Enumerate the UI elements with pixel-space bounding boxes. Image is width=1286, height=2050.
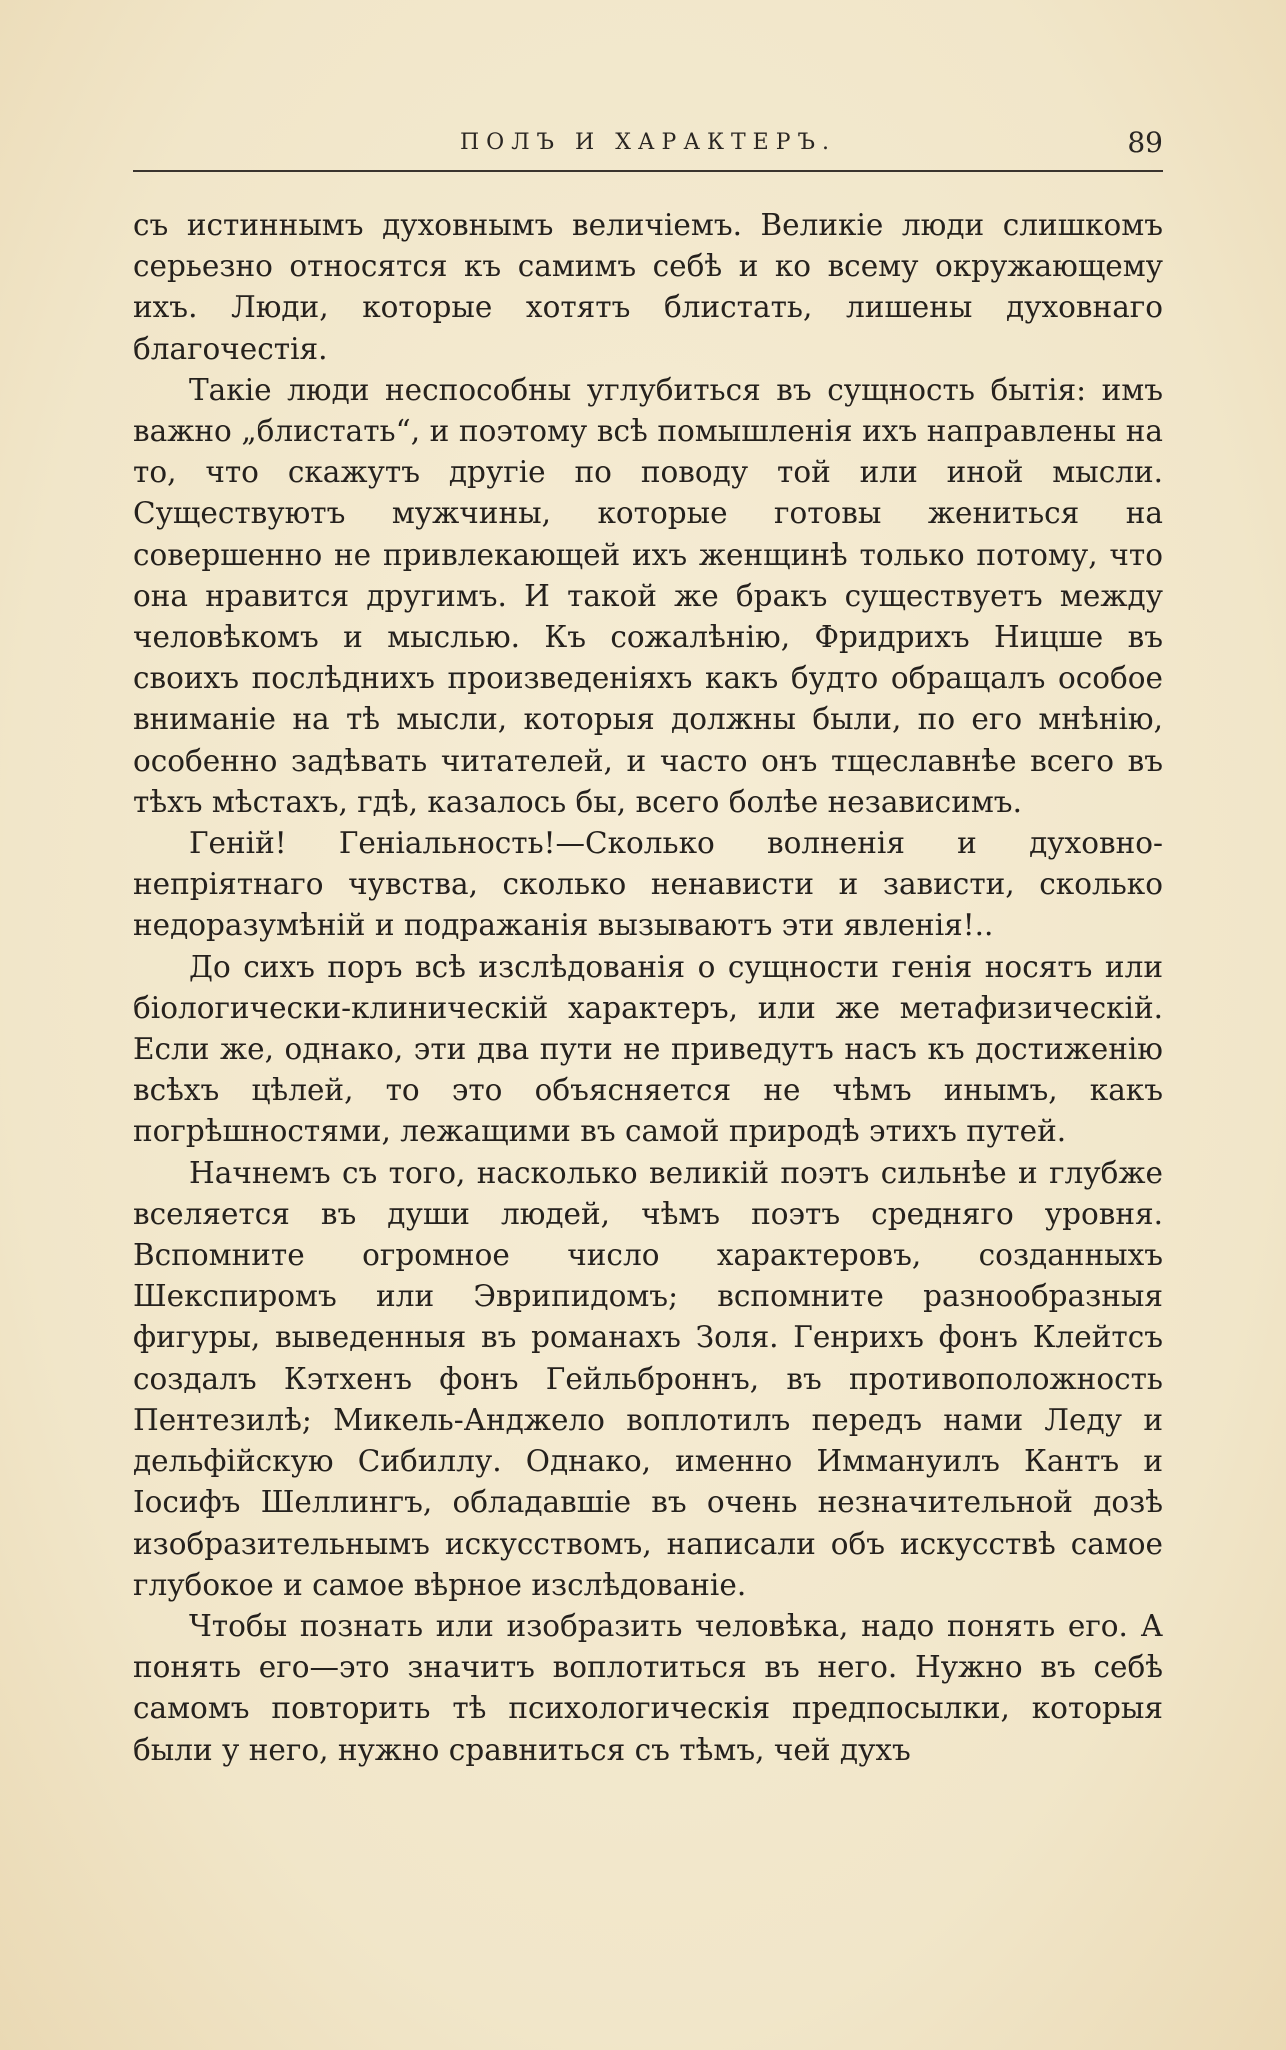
paragraph: Такіе люди неспособны углубиться въ сущность бытія: имъ важно „блистать“, и поэтому всѣ помышленія ихъ направлены на то, что скажутъ другіе по поводу той или иной мысли. Существуютъ мужчины, которые готовы жениться на совершенно не привлекающей ихъ женщинѣ только потому, что она нравится другимъ. И такой же бракъ существуетъ между человѣкомъ и мыслью. Къ сожалѣнію, Фридрихъ Ницше въ своихъ послѣднихъ произведеніяхъ какъ будто обращалъ особое вниманіе на тѣ мысли, которыя должны были, по его мнѣнію, особенно задѣвать читателей, и часто онъ тщеславнѣе всего въ тѣхъ мѣстахъ, гдѣ, казалось бы, всего болѣе независимъ. xyxy=(133,372,1163,819)
running-title: ПОЛЪ И ХАРАКТЕРЪ. xyxy=(459,130,837,155)
body-text xyxy=(133,205,1163,1771)
paragraph: Чтобы познать или изобразить человѣка, надо понять его. А понять его—это значитъ воплотиться въ него. Нужно въ себѣ самомъ повторить тѣ психологическія предпосылки, которыя были у него, нужно сравниться съ тѣмъ, чей духъ xyxy=(133,1608,1163,1767)
paragraph: Геній! Геніальность!—Сколько волненія и духовно-непріятнаго чувства, сколько ненависти и зависти, сколько недоразумѣній и подражанія вызываютъ эти явленія!.. xyxy=(133,826,1163,943)
header-rule xyxy=(133,170,1163,172)
paragraph-continued: съ истиннымъ духовнымъ величіемъ. Великіе люди слишкомъ серьезно относятся къ самимъ себѣ и ко всему окружающему ихъ. Люди, которые хотятъ блистать, лишены духовнаго благочестія. xyxy=(133,208,1163,366)
page-header xyxy=(133,126,1163,170)
paragraph: До сихъ поръ всѣ изслѣдованія о сущности генія носятъ или біологически-клиническій характеръ, или же метафизическій. Если же, однако, эти два пути не приведутъ насъ къ достиженію всѣхъ цѣлей, то это объясняется не чѣмъ инымъ, какъ погрѣшностями, лежащими въ самой природѣ этихъ путей. xyxy=(133,949,1163,1149)
page-number: 89 xyxy=(1127,126,1163,159)
paragraph: Начнемъ съ того, насколько великій поэтъ сильнѣе и глубже вселяется въ души людей, чѣмъ поэтъ средняго уровня. Вспомните огромное число характеровъ, созданныхъ Шекспиромъ или Эврипидомъ; вспомните разнообразныя фигуры, выведенныя въ романахъ Золя. Генрихъ фонъ Клейтсъ создалъ Кэтхенъ фонъ Гейльброннъ, въ противоположность Пентезилѣ; Микель-Анджело воплотилъ передъ нами Леду и дельфійскую Сибиллу. Однако, именно Иммануилъ Кантъ и Іосифъ Шеллингъ, обладавшіе въ очень незначительной дозѣ изобразительнымъ искусствомъ, написали объ искусствѣ самое глубокое и самое вѣрное изслѣдованіе. xyxy=(133,1155,1163,1602)
